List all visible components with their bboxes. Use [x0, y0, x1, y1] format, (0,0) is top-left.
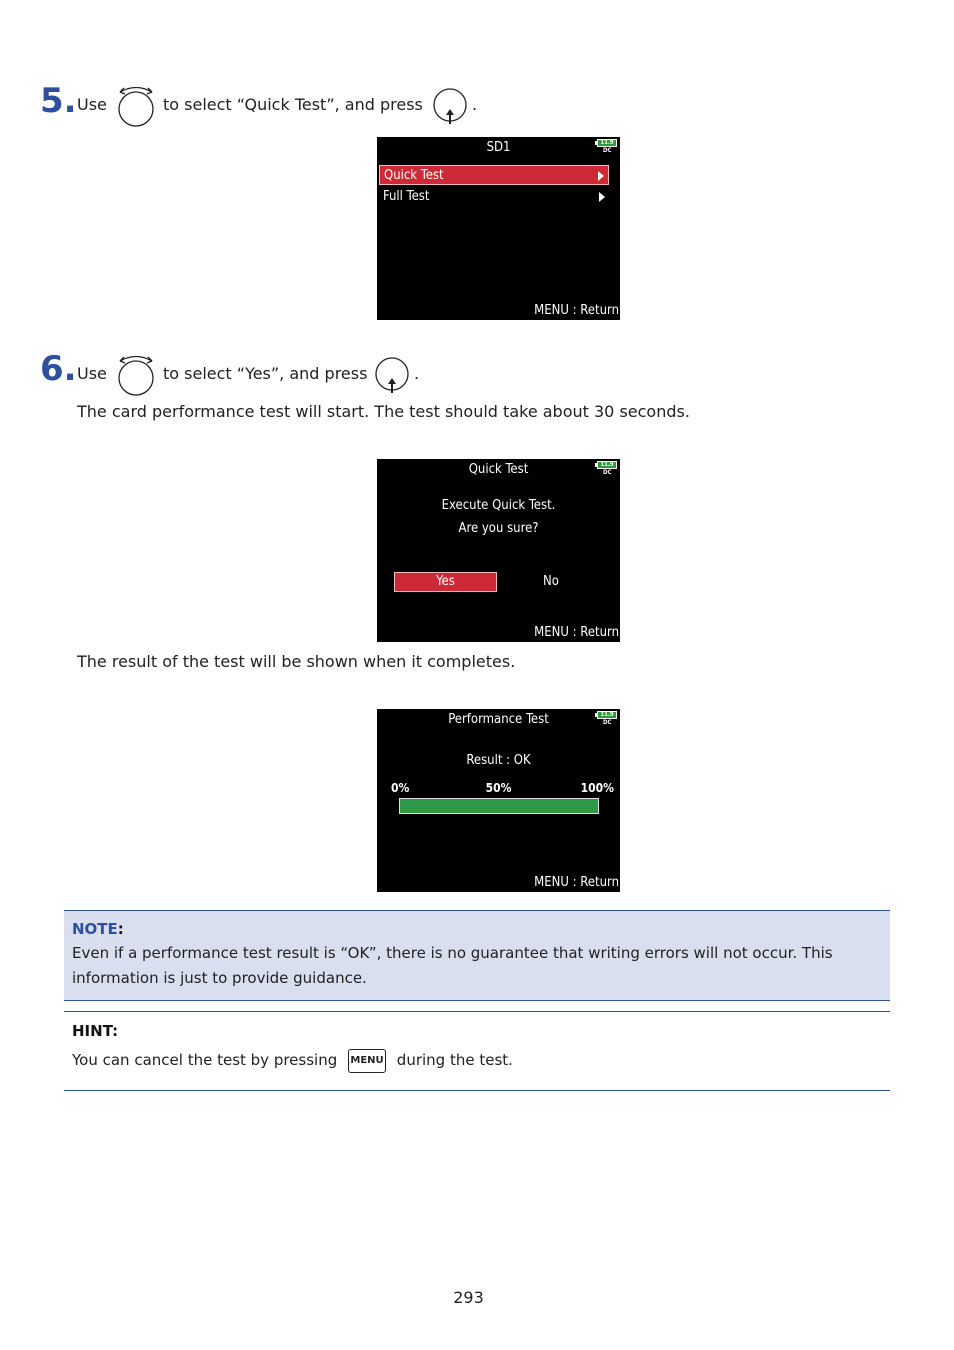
- battery-source: DC: [603, 469, 612, 476]
- battery-source: DC: [603, 719, 612, 726]
- step-text-end: .: [472, 95, 478, 114]
- result-description: The result of the test will be shown when it completes.: [77, 652, 516, 671]
- page-number: 293: [453, 1288, 484, 1307]
- arrow-right-icon: [599, 192, 605, 202]
- yes-button[interactable]: Yes: [394, 572, 497, 592]
- battery-icon: [595, 139, 617, 155]
- step-text-use: Use: [77, 364, 107, 383]
- menu-item-quick-test[interactable]: [379, 165, 609, 185]
- note-line-1: Even if a performance test result is “OK”, there is no guarantee that writing errors will not occur. This: [72, 944, 833, 962]
- step-text: to select “Yes”, and press: [163, 364, 368, 383]
- menu-item-label: Full Test: [383, 189, 430, 204]
- battery-icon: [595, 711, 617, 727]
- confirm-line-1: Execute Quick Test.: [441, 498, 556, 513]
- result-text: Result : OK: [466, 753, 531, 768]
- step-number: 6.: [40, 349, 77, 389]
- battery-value: 11.9: [597, 461, 617, 469]
- step-number: 5.: [40, 81, 77, 121]
- dial-press-icon: [432, 86, 470, 126]
- dial-icon: [116, 84, 156, 128]
- step-text-use: Use: [77, 95, 107, 114]
- battery-value: 11.9: [597, 139, 617, 147]
- device-screen-sd1: [377, 137, 620, 320]
- note-label: NOTE: [72, 920, 118, 938]
- scale-min-label: 0%: [391, 781, 410, 795]
- dial-icon: [116, 353, 156, 397]
- note-box: [64, 910, 890, 1001]
- hint-box: [64, 1011, 890, 1091]
- menu-return-hint: MENU : Return: [534, 875, 619, 890]
- step-description: The card performance test will start. The test should take about 30 seconds.: [77, 402, 690, 421]
- menu-return-hint: MENU : Return: [534, 625, 619, 640]
- progress-fill: [400, 799, 598, 813]
- step-text: to select “Quick Test”, and press: [163, 95, 423, 114]
- menu-item-label: Quick Test: [384, 168, 444, 183]
- scale-mid-label: 50%: [485, 781, 512, 795]
- battery-source: DC: [603, 147, 612, 154]
- hint-text-after: during the test.: [396, 1051, 513, 1069]
- menu-return-hint: MENU : Return: [534, 303, 619, 318]
- scale-max-label: 100%: [580, 781, 614, 795]
- confirm-line-2: Are you sure?: [458, 521, 539, 536]
- screen-title: Quick Test: [468, 462, 529, 477]
- arrow-right-icon: [598, 171, 604, 181]
- note-colon: :: [117, 920, 124, 938]
- battery-icon: [595, 461, 617, 477]
- progress-track: [399, 798, 599, 814]
- note-heading: [72, 919, 124, 938]
- device-screen-performance-test: [377, 709, 620, 892]
- screen-title: Performance Test: [448, 712, 549, 727]
- menu-key-icon: MENU: [348, 1049, 386, 1073]
- dial-press-icon: [374, 355, 412, 395]
- no-button[interactable]: No: [543, 574, 559, 589]
- hint-label: HINT:: [72, 1022, 119, 1040]
- screen-title: SD1: [486, 140, 511, 155]
- step-text-end: .: [414, 364, 420, 383]
- device-screen-quick-test: [377, 459, 620, 642]
- menu-item-full-test[interactable]: [379, 187, 609, 207]
- note-line-2: information is just to provide guidance.: [72, 969, 367, 987]
- hint-text: [72, 1048, 513, 1073]
- hint-text-before: You can cancel the test by pressing: [72, 1051, 338, 1069]
- battery-value: 11.9: [597, 711, 617, 719]
